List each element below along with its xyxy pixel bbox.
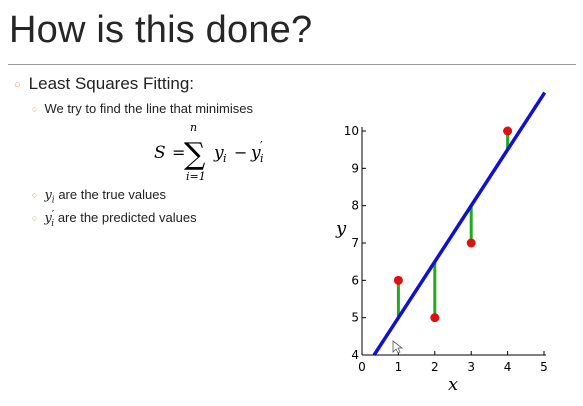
data-point [430, 313, 439, 322]
bullet-least-squares-text: Least Squares Fitting: [28, 74, 195, 93]
x-tick-label: 0 [358, 360, 366, 374]
sigma-symbol: ∑ [184, 137, 206, 172]
data-point [394, 276, 403, 285]
true-y-var: y [44, 188, 52, 203]
true-values-text: are the true values [58, 187, 166, 202]
pred-y-prime: ′ [51, 208, 55, 221]
bullet-marker: ○ [14, 79, 21, 91]
formula-upper-limit: n [190, 121, 198, 134]
data-point [467, 239, 476, 248]
predicted-values-text: are the predicted values [57, 210, 197, 225]
pred-y-var: y [44, 211, 52, 226]
true-y-sub: i [51, 195, 55, 206]
formula-equals: = [172, 143, 186, 162]
y-tick-label: 4 [351, 348, 359, 362]
x-tick-label: 1 [394, 360, 403, 374]
formula-y-sub: i [223, 152, 227, 165]
y-tick-label: 9 [351, 161, 359, 176]
bullet-minimise-text: We try to find the line that minimises [44, 101, 254, 116]
fit-line [374, 93, 545, 355]
formula-lower-limit: i=1 [186, 170, 206, 183]
bullet-marker: ○ [32, 104, 38, 114]
y-axis-label: y [336, 218, 347, 239]
y-tick-label: 5 [351, 310, 359, 325]
y-tick-label: 10 [343, 124, 359, 138]
y-tick-label: 7 [351, 236, 359, 250]
formula-y-pred-sub: i [260, 152, 264, 165]
mouse-cursor-icon [393, 341, 402, 353]
formula-minus: − [234, 143, 248, 162]
bullet-marker: ○ [32, 213, 38, 223]
formula-prime: ′ [260, 139, 263, 153]
formula-y-pred: y [251, 143, 261, 163]
bullet-marker: ○ [32, 190, 38, 200]
pred-y-sub: i [51, 218, 55, 229]
x-tick-label: 3 [467, 360, 476, 374]
y-tick-label: 8 [351, 198, 359, 213]
slide-title: How is this done? [9, 9, 313, 51]
data-point [503, 127, 512, 136]
x-tick-label: 4 [503, 360, 512, 374]
formula-lhs: S [154, 143, 166, 163]
formula-y: y [214, 143, 224, 163]
x-axis-label: x [448, 374, 459, 395]
y-tick-label: 6 [351, 273, 359, 288]
x-tick-label: 2 [430, 360, 439, 374]
x-tick-label: 5 [540, 360, 548, 374]
